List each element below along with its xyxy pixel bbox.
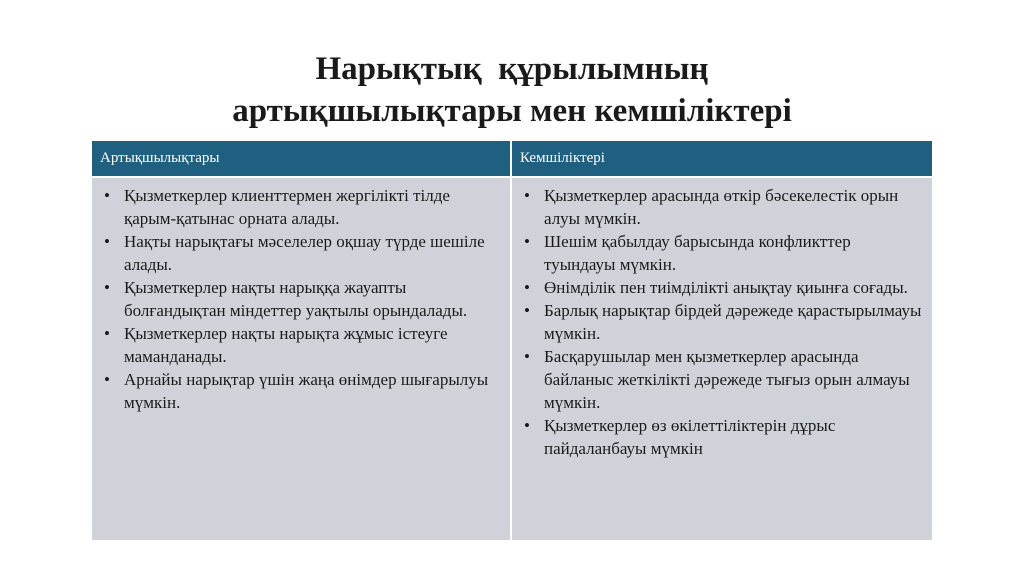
bullet-icon: • [524, 278, 530, 297]
advantage-text: Қызметкерлер нақты нарықта жұмыс істеуге маманданады. [124, 324, 448, 366]
advantage-item [100, 230, 502, 276]
advantage-text: Қызметкерлер нақты нарыққа жауапты болғандықтан міндеттер уақтылы орындалады. [124, 278, 468, 320]
slide-title [0, 48, 1024, 132]
advantage-item [100, 184, 502, 230]
advantage-item [100, 276, 502, 322]
bullet-icon: • [104, 232, 110, 251]
advantage-text: Арнайы нарықтар үшін жаңа өнімдер шығарылуы мүмкін. [124, 370, 489, 412]
disadvantage-text: Шешім қабылдау барысында конфликттер туындауы мүмкін. [544, 232, 851, 274]
disadvantage-item [520, 184, 924, 230]
advantage-item [100, 322, 502, 368]
slide-title-line-1: Нарықтық құрылымның [315, 51, 709, 87]
bullet-icon: • [524, 301, 530, 320]
disadvantage-item [520, 345, 924, 414]
advantages-cell [92, 178, 510, 540]
advantage-text: Қызметкерлер клиенттермен жергілікті тілде қарым-қатынас орната алады. [124, 186, 450, 228]
disadvantage-text: Өнімділік пен тиімділікті анықтау қиынға соғады. [544, 278, 908, 297]
bullet-icon: • [524, 347, 530, 366]
disadvantage-item [520, 414, 924, 460]
slide-title-line-2: артықшылықтары мен кемшіліктері [232, 93, 792, 129]
column-divider [510, 141, 512, 540]
comparison-table [92, 141, 932, 540]
bullet-icon: • [104, 324, 110, 343]
disadvantages-cell [512, 178, 932, 540]
advantage-text: Нақты нарықтағы мәселелер оқшау түрде шешіле алады. [124, 232, 485, 274]
bullet-icon: • [524, 232, 530, 251]
bullet-icon: • [104, 186, 110, 205]
disadvantages-list [520, 184, 924, 460]
advantages-header: Артықшылықтары [92, 141, 510, 176]
bullet-icon: • [104, 370, 110, 389]
bullet-icon: • [524, 416, 530, 435]
bullet-icon: • [524, 186, 530, 205]
disadvantages-header: Кемшіліктері [512, 141, 932, 176]
disadvantage-text: Қызметкерлер өз өкілеттіліктерін дұрыс пайдаланбауы мүмкін [544, 416, 836, 458]
bullet-icon: • [104, 278, 110, 297]
disadvantage-item [520, 299, 924, 345]
advantage-item [100, 368, 502, 414]
disadvantage-text: Барлық нарықтар бірдей дәрежеде қарастырылмауы мүмкін. [544, 301, 922, 343]
disadvantage-text: Басқарушылар мен қызметкерлер арасында байланыс жеткілікті дәрежеде тығыз орын алмауы мүмкін. [544, 347, 910, 412]
disadvantage-item [520, 276, 924, 299]
disadvantage-text: Қызметкерлер арасында өткір бәсекелестік орын алуы мүмкін. [544, 186, 899, 228]
disadvantage-item [520, 230, 924, 276]
advantages-list [100, 184, 502, 414]
